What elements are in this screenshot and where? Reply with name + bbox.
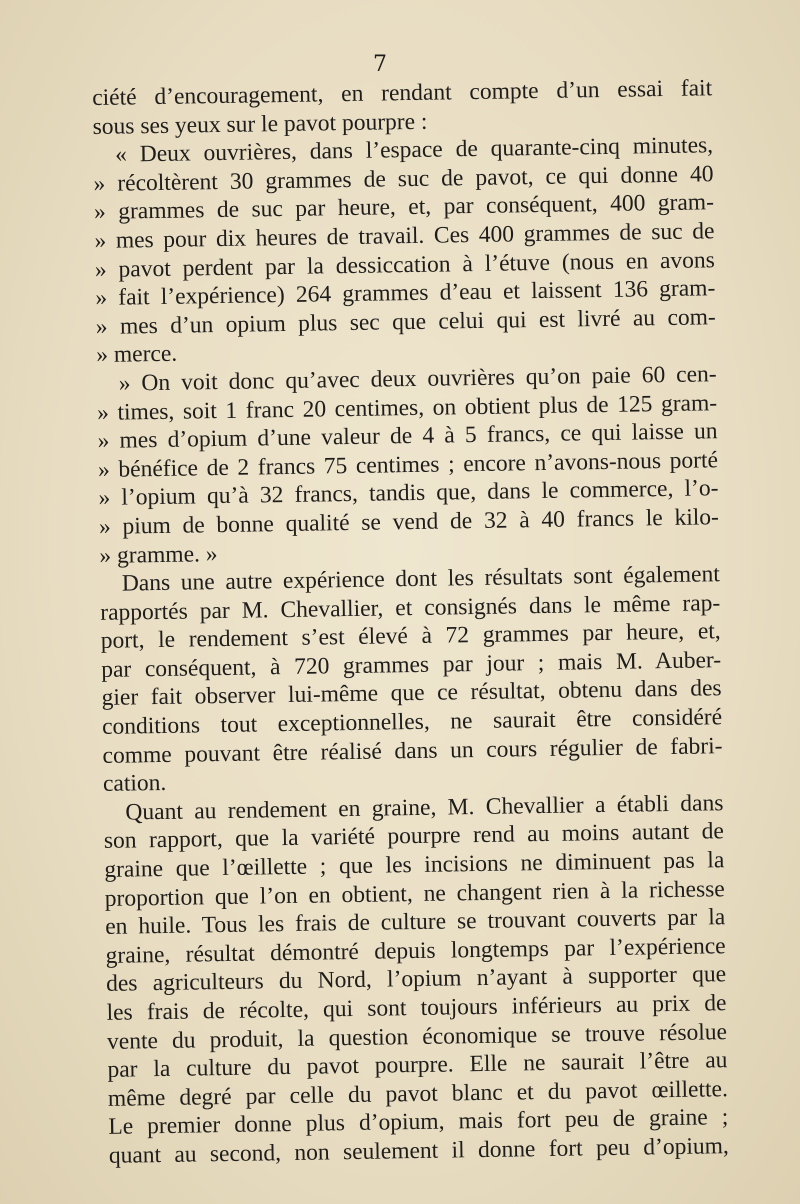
text-line: sous ses yeux sur le pavot pourpre : — [92, 108, 428, 140]
text-line: » grammes de suc par heure, et, par conséquent, 400 gram- — [93, 189, 715, 226]
text-line: » gramme. » — [99, 540, 218, 569]
text-line: graine que l’œillette ; que les incisions ne diminuent pas la — [104, 847, 725, 883]
text-line: vente du produit, la question économique se trouve résolue — [106, 1018, 728, 1055]
text-line: proportion que l’on en obtient, ne changent rien à la richesse — [104, 875, 725, 912]
text-line: » fait l’expérience) 264 grammes d’eau et laissent 136 gram- — [95, 275, 716, 312]
text-line: » times, soit 1 franc 20 centimes, on obtient plus de 125 gram- — [96, 389, 718, 426]
text-line: » On voit donc qu’avec deux ouvrières qu’on paie 60 cen- — [118, 361, 717, 397]
body-text — [92, 74, 729, 1170]
text-line: cation. — [102, 770, 167, 798]
text-line: par conséquent, à 720 grammes par jour ; mais M. Auber- — [100, 647, 722, 683]
text-line: « Deux ouvrières, dans l’espace de quarante-cinq minutes, — [114, 132, 714, 168]
text-line: Dans une autre expérience dont les résultats sont également — [121, 561, 720, 597]
text-line: rapportés par M. Chevallier, et consignés dans le même rap- — [100, 589, 721, 626]
text-line: conditions tout exceptionnelles, ne saurait être considéré — [101, 704, 723, 740]
text-line: Le premier donne plus d’opium, mais fort peu de graine ; — [108, 1104, 729, 1141]
text-line: ciété d’encouragement, en rendant compte d’un essai fait — [92, 75, 713, 111]
text-line: port, le rendement s’est élevé à 72 grammes par heure, et, — [100, 618, 721, 655]
text-line: les frais de récolte, qui sont toujours inférieurs au prix de — [106, 990, 727, 1026]
text-line: » merce. — [96, 341, 178, 369]
text-line: » mes pour dix heures de travail. Ces 400 grammes de suc de — [94, 218, 715, 254]
text-line: même degré par celle du pavot blanc et du pavot œillette. — [107, 1075, 729, 1112]
text-line: » l’opium qu’à 32 francs, tandis que, dans le commerce, l’o- — [98, 475, 719, 512]
text-line: » pavot perdent par la dessiccation à l’étuve (nous en avons — [94, 246, 716, 283]
text-line: en huile. Tous les frais de culture se trouvant couverts par la — [105, 904, 726, 941]
text-line: des agriculteurs du Nord, l’opium n’ayant à supporter que — [105, 961, 727, 998]
text-line: » récoltèrent 30 grammes de suc de pavot, ce qui donne 40 — [93, 161, 714, 197]
text-line: » bénéfice de 2 francs 75 centimes ; encore n’avons-nous porté — [97, 446, 719, 483]
text-line: par la culture du pavot pourpre. Elle ne saurait l’être au — [107, 1047, 728, 1084]
text-line: » mes d’opium d’une valeur de 4 à 5 francs, ce qui laisse un — [97, 418, 718, 455]
text-line: gier fait observer lui-même que ce résultat, obtenu dans des — [101, 675, 722, 712]
text-line: » pium de bonne qualité se vend de 32 à 40 francs le kilo- — [98, 504, 720, 540]
text-line: quant au second, non seulement il donne fort peu d’opium, — [108, 1133, 729, 1169]
page-number: 7 — [373, 52, 387, 77]
text-line: son rapport, que la variété pourpre rend au moins autant de — [103, 818, 725, 855]
text-line: » mes d’un opium plus sec que celui qui est livré au com- — [95, 303, 716, 340]
text-line: Quant au rendement en graine, M. Chevallier a établi dans — [125, 790, 724, 826]
text-line: graine, résultat démontré depuis longtemps par l’expérience — [105, 932, 726, 969]
text-line: comme pouvant être réalisé dans un cours régulier de fabri- — [102, 732, 723, 769]
